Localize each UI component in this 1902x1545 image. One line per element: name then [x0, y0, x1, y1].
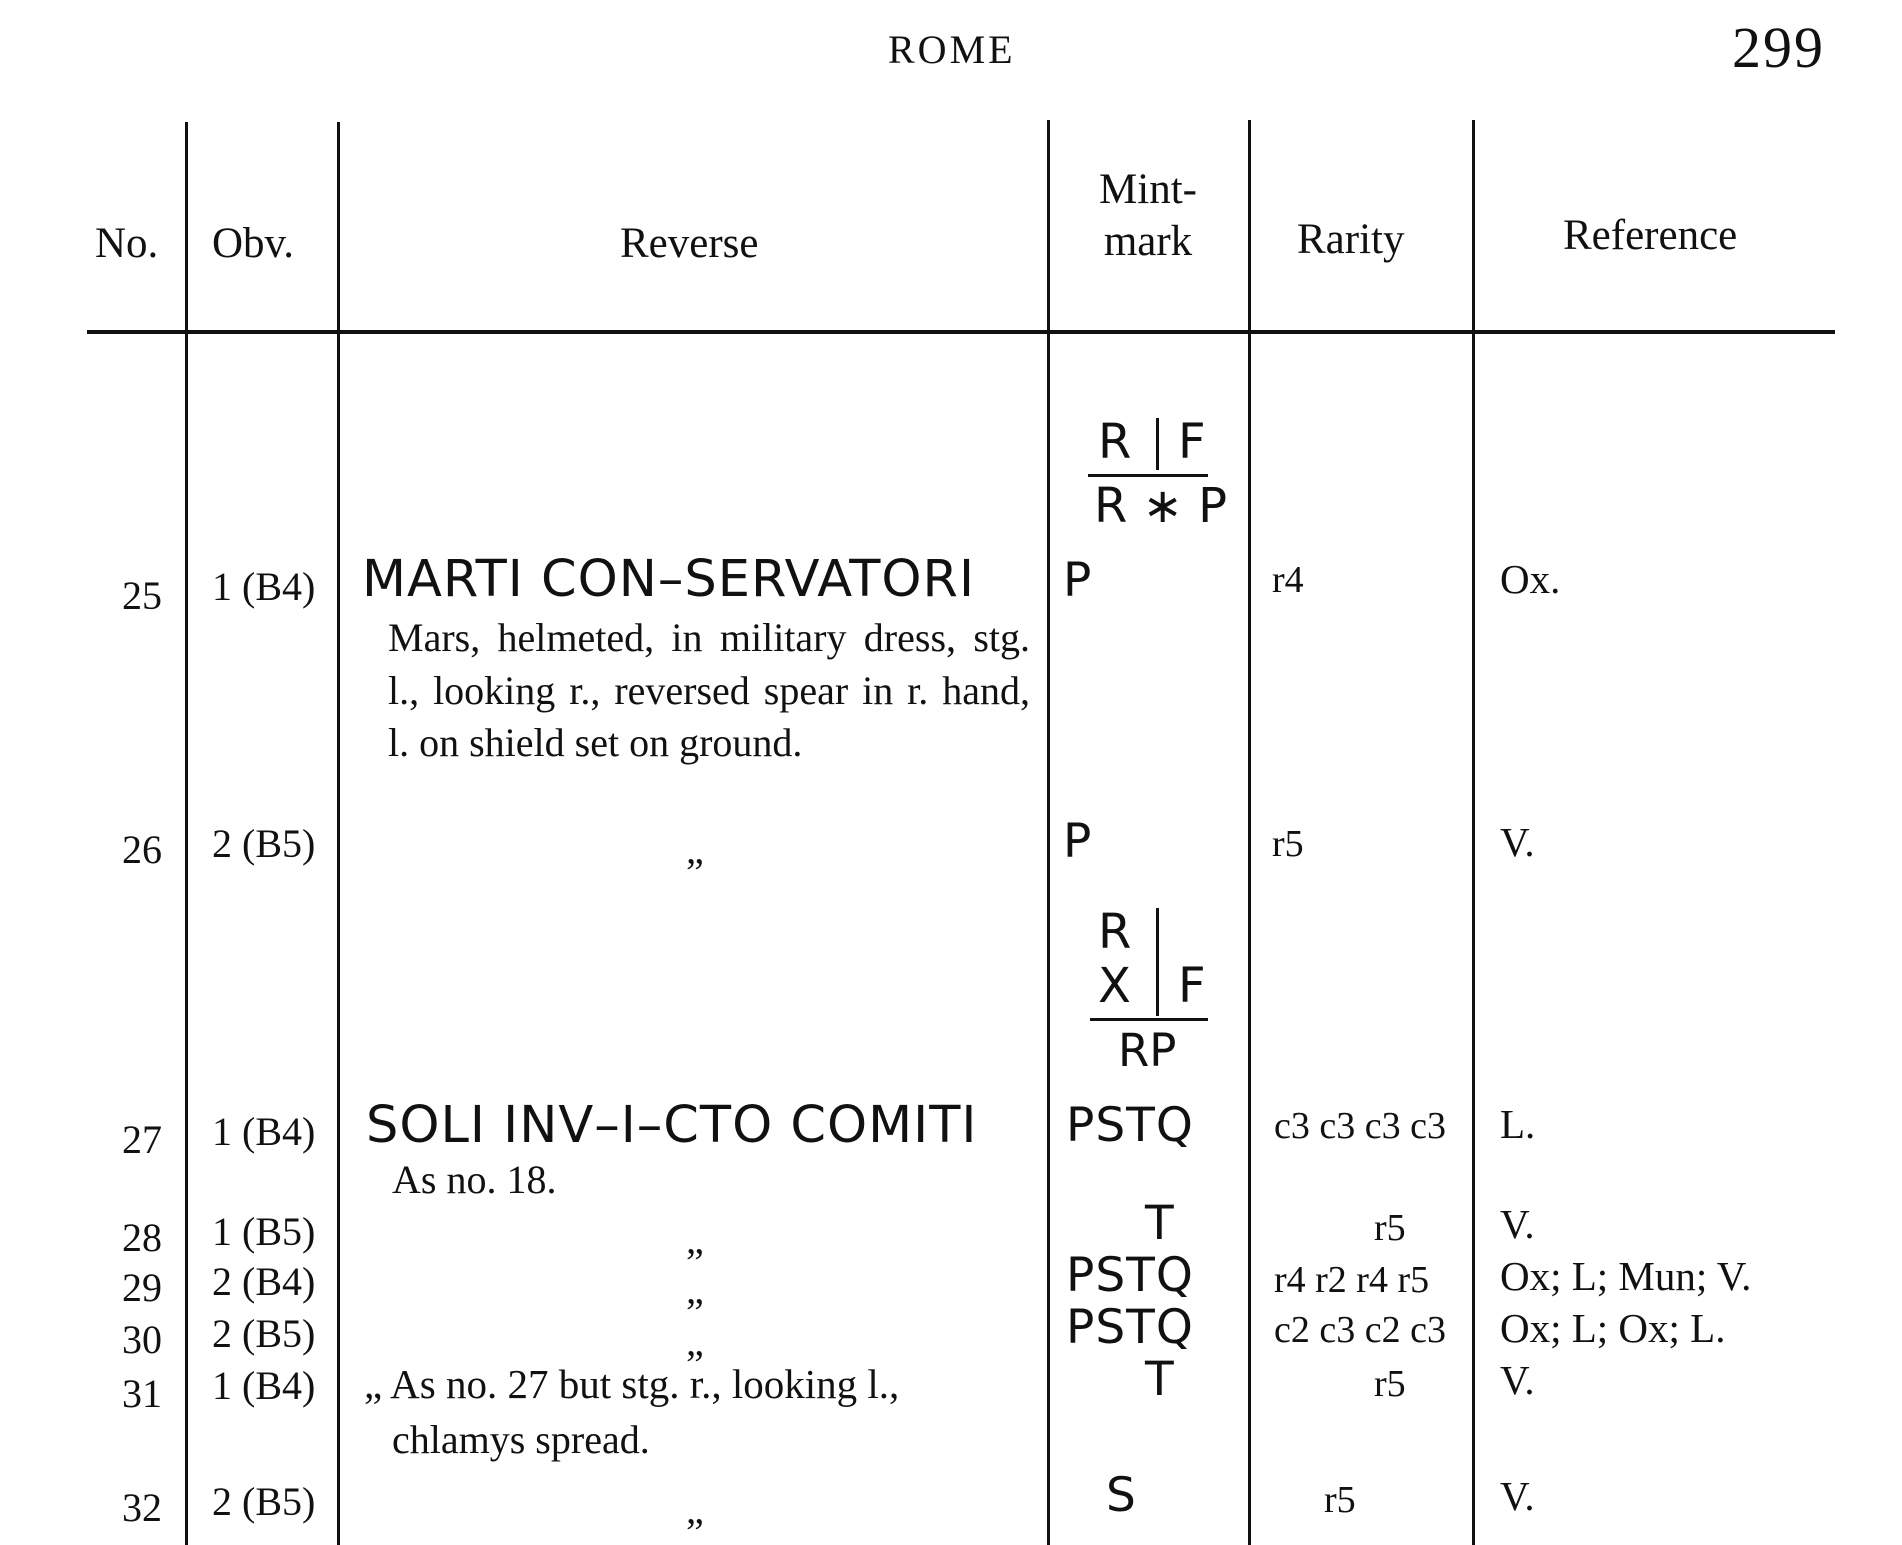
fraction-top-left-2: X	[1098, 958, 1131, 1014]
row-obverse: 2 (B5)	[212, 1311, 316, 1356]
row-mintmark: P	[1063, 814, 1092, 869]
reverse-ditto: „	[686, 1319, 704, 1364]
fraction-top-right: F	[1178, 958, 1206, 1014]
fraction-bar	[1090, 1018, 1208, 1021]
row-rarity: r4	[1272, 559, 1304, 601]
header-mintmark-line1: Mint-	[1099, 166, 1197, 213]
header-reference: Reference	[1563, 212, 1738, 259]
row-rarity: c2 c3 c2 c3	[1274, 1309, 1446, 1351]
row-mintmark: P	[1063, 553, 1092, 608]
row-obverse: 1 (B4)	[212, 1109, 316, 1154]
row-number: 31	[122, 1371, 162, 1416]
row-reference: V.	[1500, 819, 1535, 865]
row-mintmark: T	[1145, 1196, 1174, 1251]
row-reference: V.	[1500, 1357, 1535, 1403]
fraction-bar	[1088, 474, 1208, 477]
row-number: 28	[122, 1215, 162, 1260]
fraction-top-left-1: R	[1098, 904, 1132, 960]
row-mintmark: PSTQ	[1066, 1098, 1194, 1153]
row-number: 30	[122, 1317, 162, 1362]
reverse-ditto: „	[686, 1487, 704, 1532]
row-obverse: 1 (B4)	[212, 564, 316, 609]
reverse-legend: MARTI CON–SERVATORI	[362, 550, 975, 609]
row-obverse: 2 (B5)	[212, 1479, 316, 1524]
fraction-top-right: F	[1178, 414, 1206, 470]
reverse-legend: „ As no. 27 but stg. r., looking l.,	[364, 1361, 900, 1407]
row-reference: L.	[1500, 1101, 1536, 1147]
reverse-ditto: „	[686, 1217, 704, 1262]
row-mintmark: T	[1145, 1352, 1174, 1407]
header-rarity: Rarity	[1297, 216, 1405, 263]
row-number: 29	[122, 1265, 162, 1310]
row-reference: V.	[1500, 1473, 1535, 1519]
row-reference: Ox; L; Mun; V.	[1500, 1253, 1752, 1299]
header-reverse: Reverse	[620, 220, 759, 267]
header-mintmark	[1088, 164, 1208, 268]
reverse-description: chlamys spread.	[392, 1417, 650, 1462]
row-mintmark: PSTQ	[1066, 1300, 1194, 1355]
row-number: 25	[122, 573, 162, 618]
row-number: 32	[122, 1485, 162, 1530]
row-reference: Ox.	[1500, 556, 1561, 602]
row-reference: Ox; L; Ox; L.	[1500, 1305, 1726, 1351]
row-mintmark: PSTQ	[1066, 1248, 1194, 1303]
row-rarity: r5	[1374, 1207, 1406, 1249]
reverse-ditto: „	[686, 1267, 704, 1312]
header-mintmark-line2: mark	[1103, 218, 1193, 265]
reverse-description: Mars, helmeted, in military dress, stg. l., looking r., reversed spear in r. hand, l. on shield set on ground.	[388, 615, 1030, 765]
row-reference: V.	[1500, 1201, 1535, 1247]
row-obverse: 1 (B5)	[212, 1209, 316, 1254]
row-mintmark: S	[1106, 1468, 1136, 1523]
row-obverse: 1 (B4)	[212, 1363, 316, 1408]
reverse-legend: SOLI INV–I–CTO COMITI	[366, 1096, 978, 1155]
row-number: 26	[122, 827, 162, 872]
fraction-bottom: RP	[1118, 1024, 1177, 1077]
row-rarity: r5	[1374, 1363, 1406, 1405]
reverse-ditto: „	[686, 827, 704, 872]
header-rule	[87, 330, 1835, 334]
row-rarity: r5	[1272, 823, 1304, 865]
header-obv: Obv.	[212, 220, 295, 267]
row-rarity: r4 r2 r4 r5	[1274, 1259, 1430, 1301]
header-no: No.	[95, 220, 159, 267]
fraction-bottom: R ∗ P	[1094, 478, 1228, 534]
fraction-divider	[1156, 908, 1159, 1016]
page-number: 299	[1732, 15, 1825, 80]
row-obverse: 2 (B4)	[212, 1259, 316, 1304]
col-rule-2	[337, 122, 340, 1545]
row-obverse: 2 (B5)	[212, 821, 316, 866]
row-rarity: c3 c3 c3 c3	[1274, 1105, 1446, 1147]
row-rarity: r5	[1324, 1479, 1356, 1521]
page-title: ROME	[888, 27, 1016, 72]
reverse-description: As no. 18.	[392, 1157, 557, 1202]
row-number: 27	[122, 1117, 162, 1162]
fraction-divider	[1156, 418, 1159, 470]
fraction-top-left: R	[1098, 414, 1132, 470]
col-rule-1	[185, 122, 188, 1545]
